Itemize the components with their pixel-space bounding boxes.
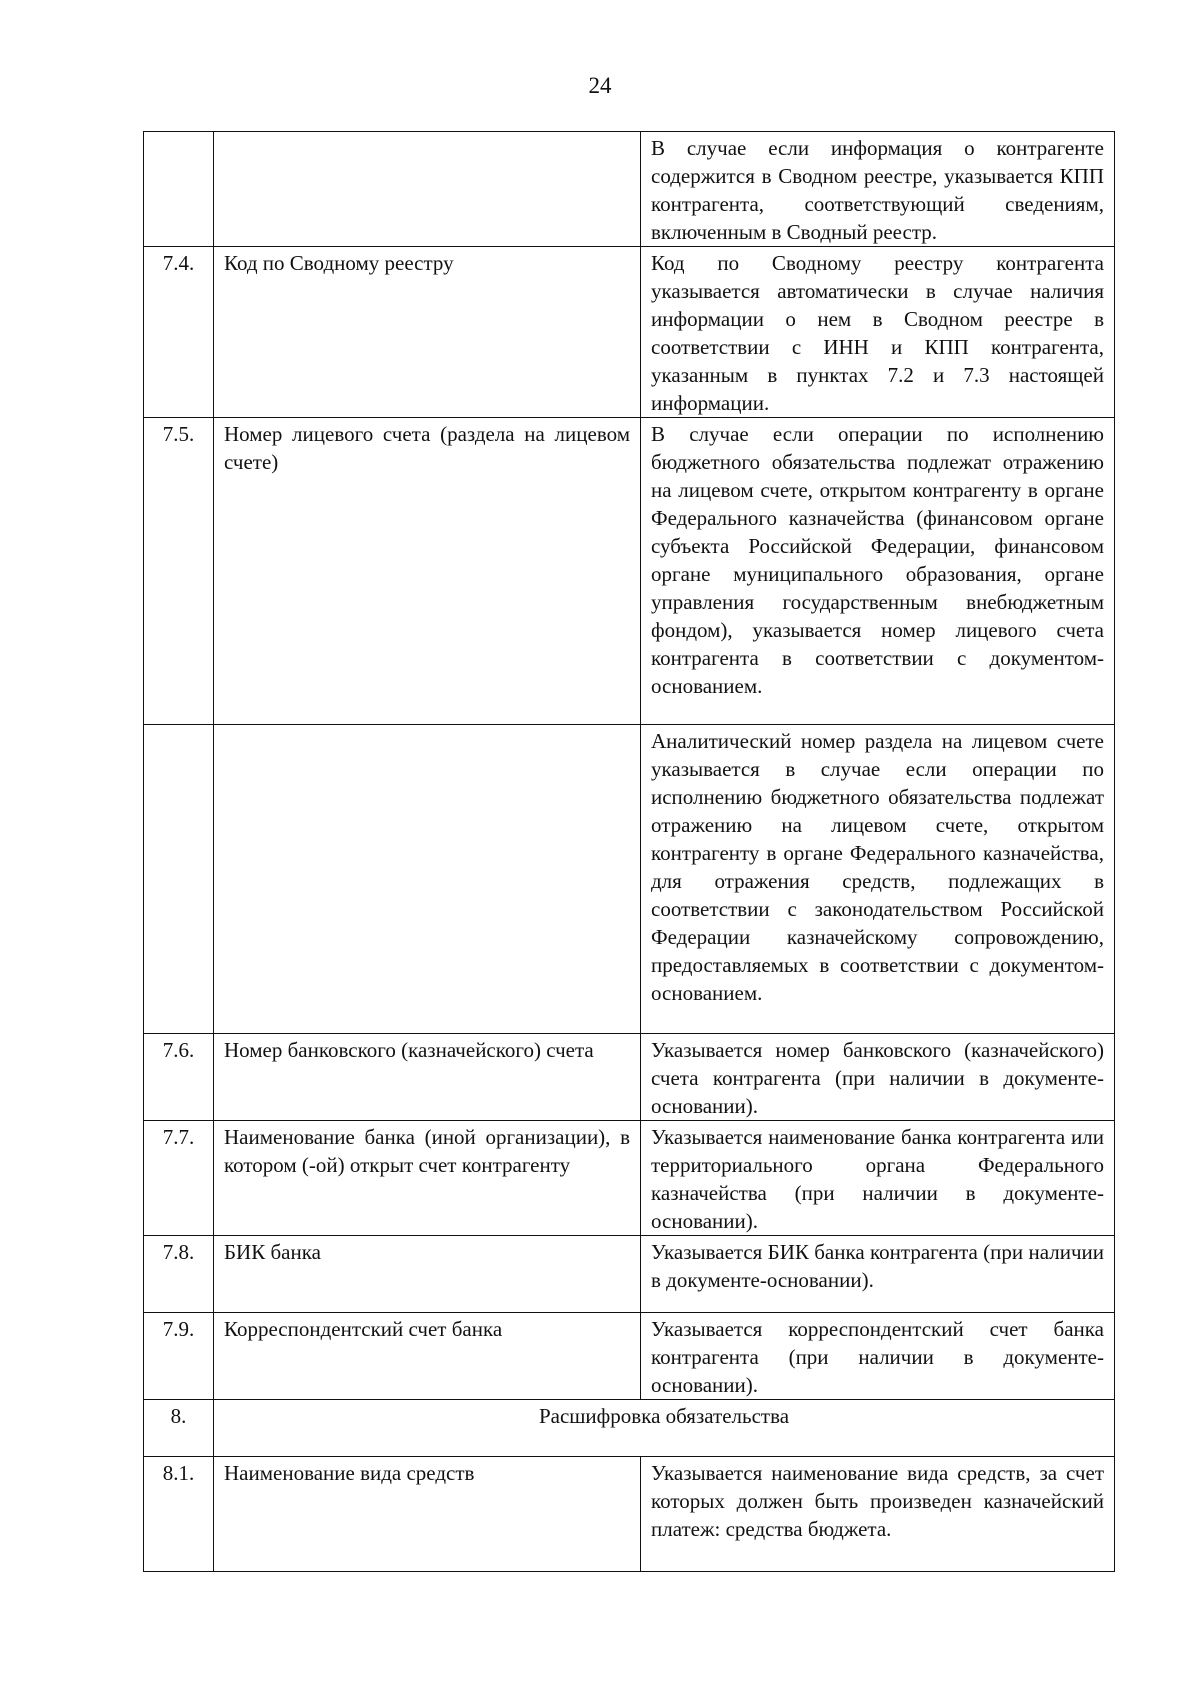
table-row	[144, 1236, 1115, 1313]
row-number: 7.9.	[144, 1313, 214, 1400]
row-number: 7.4.	[144, 247, 214, 418]
row-number: 8.	[144, 1400, 214, 1457]
row-description: Указывается номер банковского (казначейского) счета контрагента (при наличии в документе-основании).	[641, 1034, 1115, 1121]
table-row	[144, 1457, 1115, 1572]
row-description: В случае если операции по исполнению бюджетного обязательства подлежат отражению на лицевом счете, открытом контрагенту в органе Федерального казначейства (финансовом органе субъекта Российской Федерации, финансовом органе муниципального образования, органе управления государственным внебюджетным фондом), указывается номер лицевого счета контрагента в соответствии с документом-основанием.	[641, 418, 1115, 725]
table-row	[144, 132, 1115, 247]
row-number: 7.7.	[144, 1121, 214, 1236]
row-description: Указывается корреспондентский счет банка контрагента (при наличии в документе-основании).	[641, 1313, 1115, 1400]
row-field-name: БИК банка	[214, 1236, 641, 1313]
table-row	[144, 1034, 1115, 1121]
table-row	[144, 247, 1115, 418]
row-number: 8.1.	[144, 1457, 214, 1572]
row-number: 7.5.	[144, 418, 214, 725]
section-row	[144, 1400, 1115, 1457]
table-row	[144, 418, 1115, 725]
section-title: Расшифровка обязательства	[214, 1400, 1115, 1457]
table-row	[144, 1313, 1115, 1400]
row-field-name: Наименование вида средств	[214, 1457, 641, 1572]
row-field-name: Номер лицевого счета (раздела на лицевом счете)	[214, 418, 641, 725]
row-field-name: Код по Сводному реестру	[214, 247, 641, 418]
row-description: Указывается наименование банка контрагента или территориального органа Федерального казначейства (при наличии в документе-основании).	[641, 1121, 1115, 1236]
row-description: Указывается наименование вида средств, за счет которых должен быть произведен казначейский платеж: средства бюджета.	[641, 1457, 1115, 1572]
row-field-name: Номер банковского (казначейского) счета	[214, 1034, 641, 1121]
table-row	[144, 1121, 1115, 1236]
row-field-name	[214, 725, 641, 1034]
row-field-name	[214, 132, 641, 247]
row-number: 7.6.	[144, 1034, 214, 1121]
row-number: 7.8.	[144, 1236, 214, 1313]
row-description: Код по Сводному реестру контрагента указывается автоматически в случае наличия информации о нем в Сводном реестре в соответствии с ИНН и КПП контрагента, указанным в пунктах 7.2 и 7.3 настоящей информации.	[641, 247, 1115, 418]
row-number	[144, 725, 214, 1034]
page-number: 24	[588, 73, 612, 98]
table-row	[144, 725, 1115, 1034]
row-number	[144, 132, 214, 247]
row-description: В случае если информация о контрагенте содержится в Сводном реестре, указывается КПП контрагента, соответствующий сведениям, включенным в Сводный реестр.	[641, 132, 1115, 247]
row-field-name: Наименование банка (иной организации), в котором (-ой) открыт счет контрагенту	[214, 1121, 641, 1236]
document-table	[143, 131, 1115, 1572]
row-description: Указывается БИК банка контрагента (при наличии в документе-основании).	[641, 1236, 1115, 1313]
row-description: Аналитический номер раздела на лицевом счете указывается в случае если операции по исполнению бюджетного обязательства подлежат отражению на лицевом счете, открытом контрагенту в органе Федерального казначейства, для отражения средств, подлежащих в соответствии с законодательством Российской Федерации казначейскому сопровождению, предоставляемых в соответствии с документом-основанием.	[641, 725, 1115, 1034]
row-field-name: Корреспондентский счет банка	[214, 1313, 641, 1400]
